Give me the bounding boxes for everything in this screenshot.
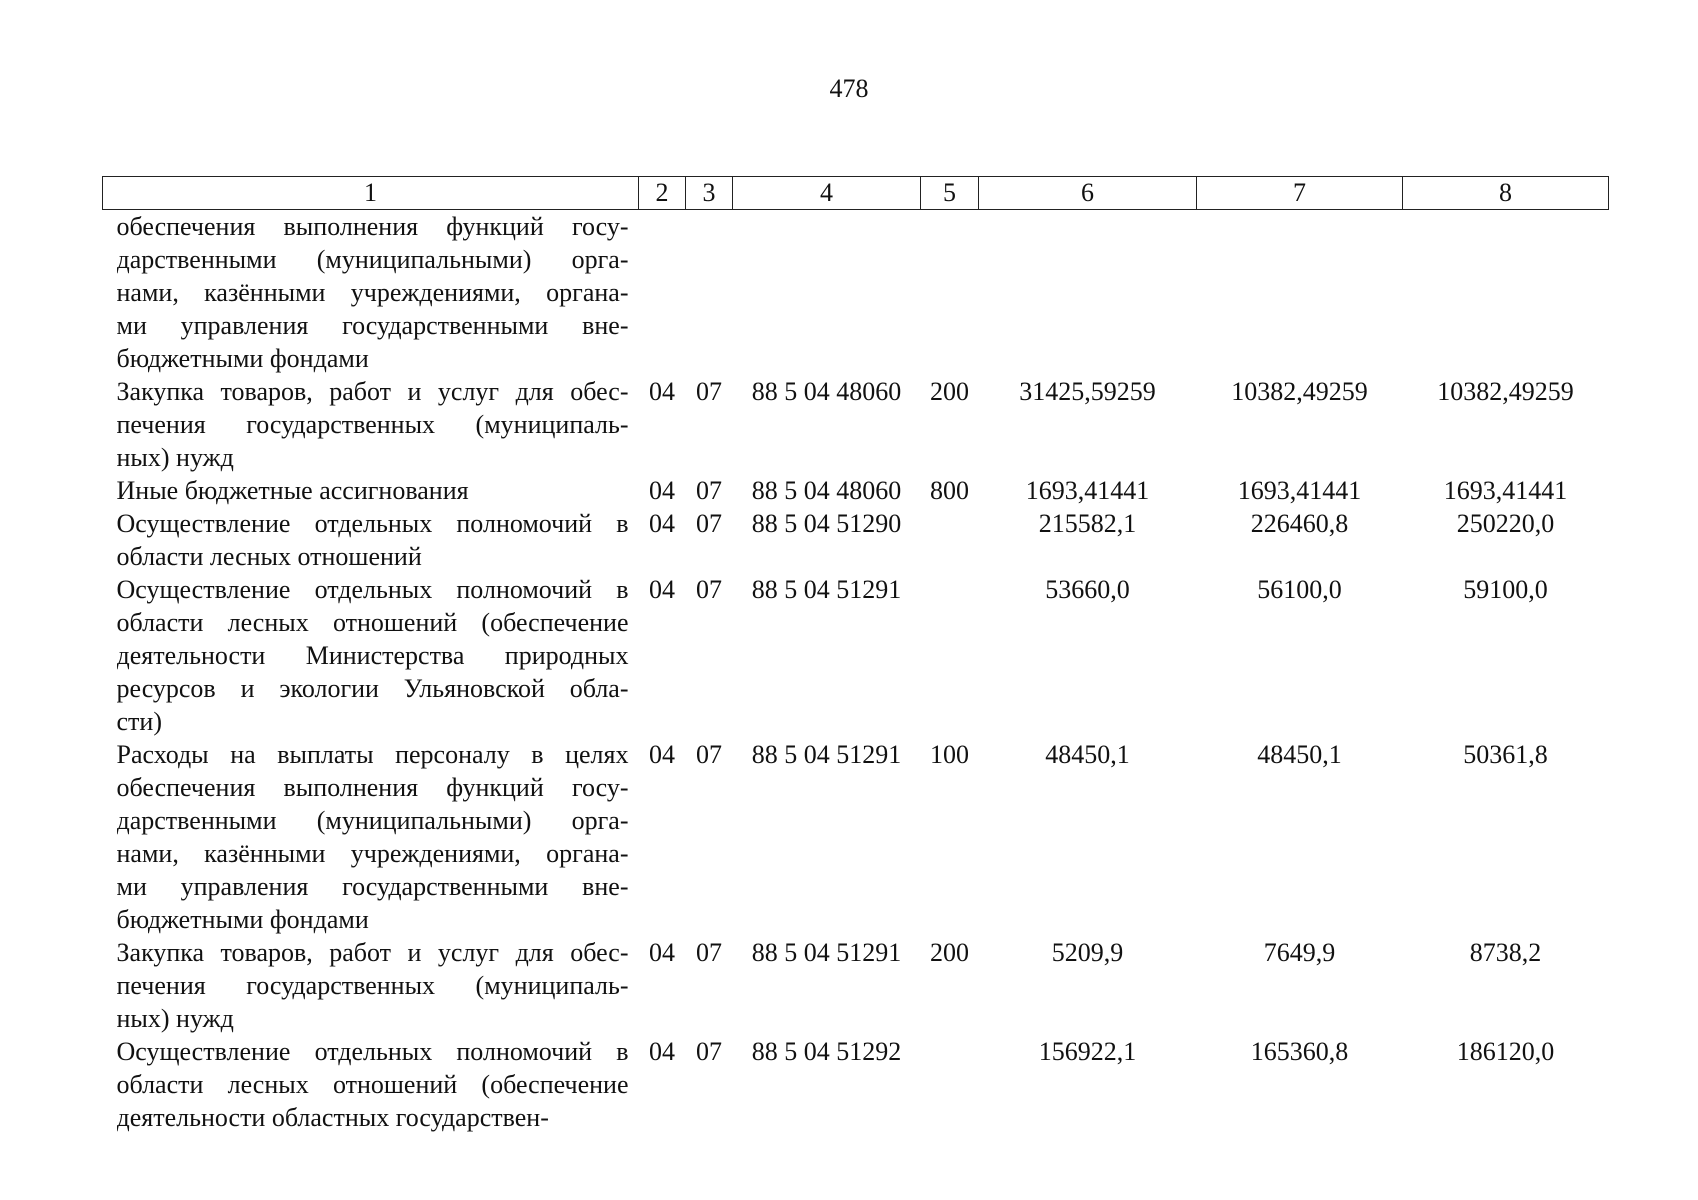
row-expense-type: 200 xyxy=(930,938,969,967)
row-section-code xyxy=(639,210,686,376)
table-row xyxy=(103,1035,1609,1134)
header-col-1: 1 xyxy=(103,177,639,210)
row-target-article: 88 5 04 51291 xyxy=(751,575,902,604)
row-name-line: области лесных отношений (обеспечение xyxy=(116,1070,629,1099)
row-name-line: печения государственных (муниципаль- xyxy=(116,971,629,1000)
row-subsection-code xyxy=(686,210,733,376)
row-name-line: ми управления государственными вне- xyxy=(116,311,629,340)
row-subsection-code: 07 xyxy=(696,938,722,967)
table-row xyxy=(103,210,1609,376)
row-section-code: 04 xyxy=(649,377,675,406)
budget-table xyxy=(102,176,1609,1134)
row-name-line: деятельности Министерства природных xyxy=(116,641,629,670)
row-name-line: нами, казёнными учреждениями, органа- xyxy=(116,839,629,868)
row-name-line: сти) xyxy=(116,707,162,736)
row-name-line: бюджетными фондами xyxy=(116,344,369,373)
row-name-line: ресурсов и экологии Ульяновской обла- xyxy=(116,674,629,703)
row-name-line: дарственными (муниципальными) орга- xyxy=(116,806,629,835)
row-expense-type xyxy=(921,507,979,573)
row-amount-col-8: 8738,2 xyxy=(1469,938,1542,967)
row-name-line: области лесных отношений (обеспечение xyxy=(116,608,629,637)
page-number: 478 xyxy=(829,74,869,103)
table-row xyxy=(103,573,1609,738)
row-name-line: ных) нужд xyxy=(116,1004,234,1033)
row-amount-col-6: 48450,1 xyxy=(1045,740,1130,769)
row-target-article: 88 5 04 51291 xyxy=(751,938,902,967)
row-amount-col-6: 5209,9 xyxy=(1051,938,1124,967)
row-expense-type xyxy=(921,1035,979,1134)
header-col-8: 8 xyxy=(1403,177,1609,210)
row-amount-col-8: 1693,41441 xyxy=(1443,476,1568,505)
row-name-line: Закупка товаров, работ и услуг для обес- xyxy=(116,938,629,967)
row-name-line: Осуществление отдельных полномочий в xyxy=(116,509,629,538)
table-row xyxy=(103,474,1609,507)
header-col-7: 7 xyxy=(1197,177,1403,210)
row-expense-type xyxy=(921,573,979,738)
row-amount-col-8: 10382,49259 xyxy=(1437,377,1574,406)
header-col-3: 3 xyxy=(686,177,733,210)
row-amount-col-6: 53660,0 xyxy=(1045,575,1130,604)
row-section-code: 04 xyxy=(649,938,675,967)
row-section-code: 04 xyxy=(649,1037,675,1066)
row-name xyxy=(103,573,639,738)
table-row xyxy=(103,507,1609,573)
row-amount-col-7: 1693,41441 xyxy=(1237,476,1362,505)
row-amount-col-7: 48450,1 xyxy=(1257,740,1342,769)
row-target-article xyxy=(733,210,921,376)
row-amount-col-8: 250220,0 xyxy=(1456,509,1555,538)
row-subsection-code: 07 xyxy=(696,509,722,538)
row-target-article: 88 5 04 48060 xyxy=(751,377,902,406)
row-section-code: 04 xyxy=(649,575,675,604)
row-name-line: Закупка товаров, работ и услуг для обес- xyxy=(116,377,629,406)
row-name-line: Иные бюджетные ассигнования xyxy=(116,476,469,505)
header-col-6: 6 xyxy=(979,177,1197,210)
row-amount-col-7: 226460,8 xyxy=(1250,509,1349,538)
row-subsection-code: 07 xyxy=(696,476,722,505)
row-name xyxy=(103,738,639,936)
row-target-article: 88 5 04 48060 xyxy=(751,476,902,505)
row-amount-col-8: 50361,8 xyxy=(1463,740,1548,769)
row-name xyxy=(103,210,639,376)
row-name-line: ных) нужд xyxy=(116,443,234,472)
row-amount-col-8 xyxy=(1403,210,1609,376)
row-subsection-code: 07 xyxy=(696,377,722,406)
table-body xyxy=(103,210,1609,1135)
row-name-line: Расходы на выплаты персоналу в целях xyxy=(116,740,629,769)
row-target-article: 88 5 04 51292 xyxy=(751,1037,902,1066)
row-amount-col-6: 215582,1 xyxy=(1038,509,1137,538)
row-name-line: обеспечения выполнения функций госу- xyxy=(116,212,629,241)
row-name xyxy=(103,375,639,474)
row-amount-col-7: 7649,9 xyxy=(1263,938,1336,967)
row-name-line: Осуществление отдельных полномочий в xyxy=(116,575,629,604)
row-name xyxy=(103,936,639,1035)
row-name-line: Осуществление отдельных полномочий в xyxy=(116,1037,629,1066)
row-name xyxy=(103,507,639,573)
row-name-line: нами, казёнными учреждениями, органа- xyxy=(116,278,629,307)
row-name xyxy=(103,1035,639,1134)
table-row xyxy=(103,936,1609,1035)
row-expense-type xyxy=(921,210,979,376)
row-section-code: 04 xyxy=(649,509,675,538)
row-amount-col-7: 10382,49259 xyxy=(1231,377,1368,406)
row-amount-col-6 xyxy=(979,210,1197,376)
row-target-article: 88 5 04 51291 xyxy=(751,740,902,769)
row-subsection-code: 07 xyxy=(696,740,722,769)
row-amount-col-6: 31425,59259 xyxy=(1019,377,1156,406)
row-name-line: дарственными (муниципальными) орга- xyxy=(116,245,629,274)
row-target-article: 88 5 04 51290 xyxy=(751,509,902,538)
row-amount-col-6: 1693,41441 xyxy=(1025,476,1150,505)
row-name-line: бюджетными фондами xyxy=(116,905,369,934)
row-amount-col-7 xyxy=(1197,210,1403,376)
row-name-line: ми управления государственными вне- xyxy=(116,872,629,901)
header-col-5: 5 xyxy=(921,177,979,210)
row-amount-col-8: 59100,0 xyxy=(1463,575,1548,604)
row-section-code: 04 xyxy=(649,740,675,769)
table-row xyxy=(103,738,1609,936)
row-subsection-code: 07 xyxy=(696,575,722,604)
table-row xyxy=(103,375,1609,474)
header-col-2: 2 xyxy=(639,177,686,210)
row-subsection-code: 07 xyxy=(696,1037,722,1066)
row-expense-type: 100 xyxy=(930,740,969,769)
row-amount-col-7: 56100,0 xyxy=(1257,575,1342,604)
row-name xyxy=(103,474,639,507)
row-name-line: печения государственных (муниципаль- xyxy=(116,410,629,439)
table-header xyxy=(103,177,1609,210)
row-amount-col-8: 186120,0 xyxy=(1456,1037,1555,1066)
row-expense-type: 200 xyxy=(930,377,969,406)
row-amount-col-7: 165360,8 xyxy=(1250,1037,1349,1066)
header-col-4: 4 xyxy=(733,177,921,210)
row-name-line: обеспечения выполнения функций госу- xyxy=(116,773,629,802)
header-row xyxy=(103,177,1609,210)
row-name-line: области лесных отношений xyxy=(116,542,422,571)
row-expense-type: 800 xyxy=(930,476,969,505)
row-amount-col-6: 156922,1 xyxy=(1038,1037,1137,1066)
row-name-line: деятельности областных государствен- xyxy=(116,1103,549,1132)
row-section-code: 04 xyxy=(649,476,675,505)
